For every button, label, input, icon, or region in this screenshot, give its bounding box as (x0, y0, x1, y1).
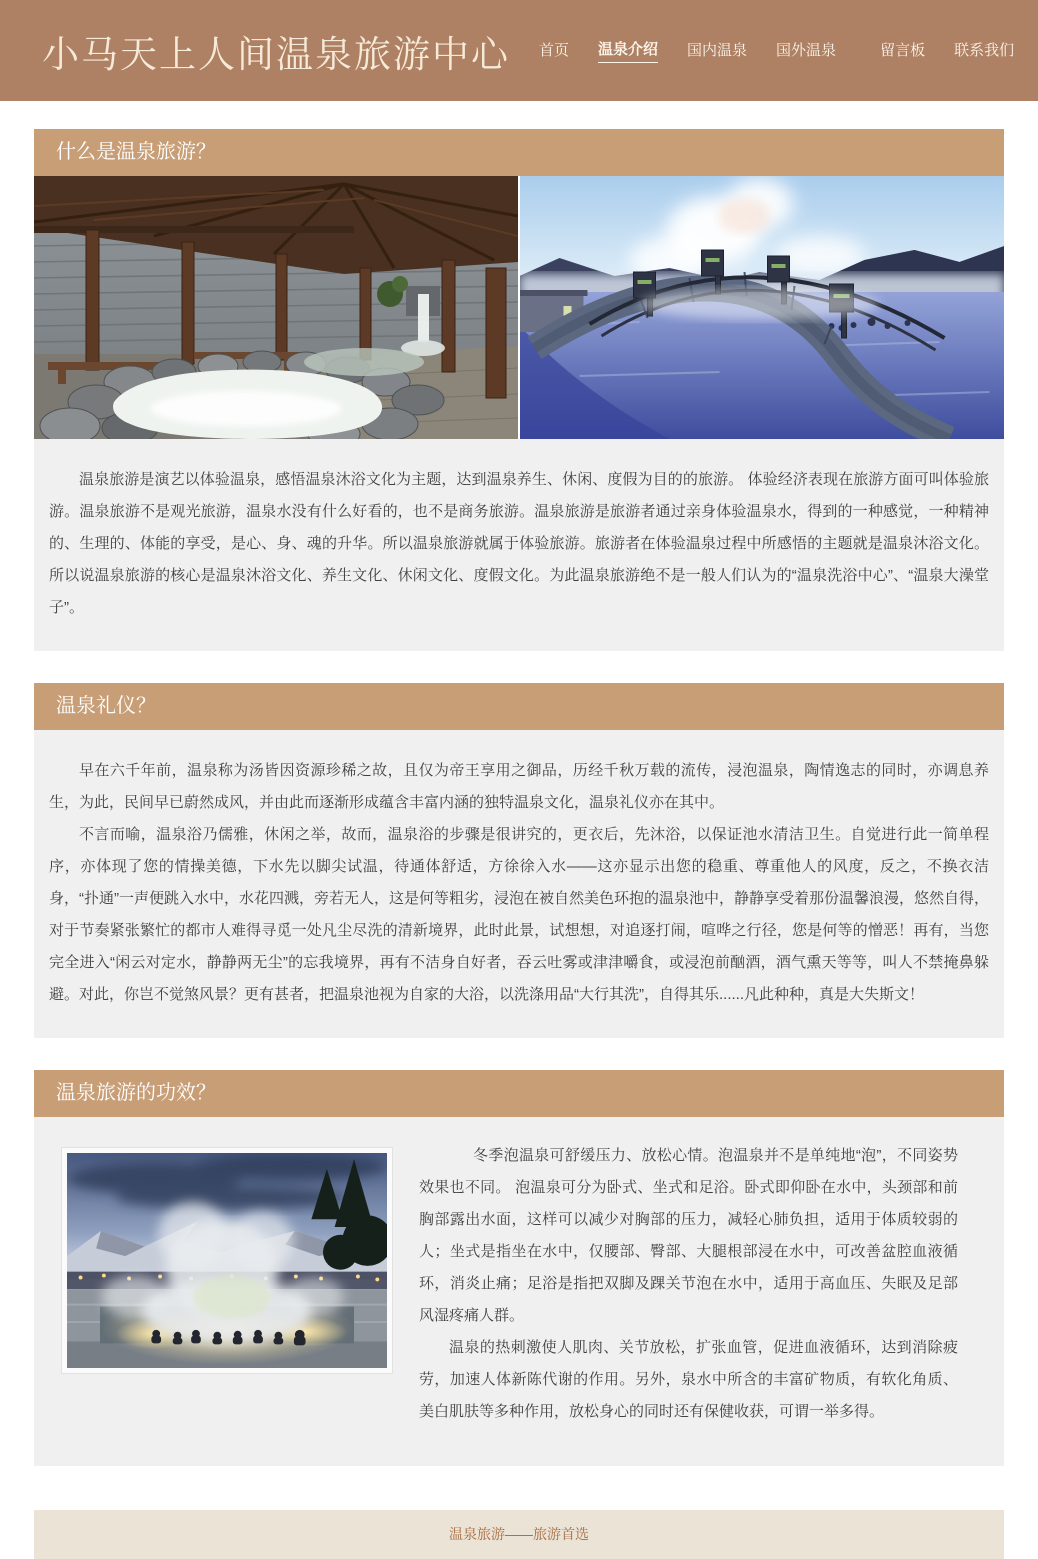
footer-slogan: 温泉旅游——旅游首选 (449, 1526, 589, 1542)
section-hotspring-etiquette (34, 683, 1004, 1038)
section-heading: 温泉旅游的功效？ (34, 1070, 1004, 1117)
nav-item-message-board[interactable]: 留言板 (880, 41, 926, 59)
nav-item-home[interactable]: 首页 (539, 41, 570, 59)
site-header (0, 0, 1038, 101)
hot-spring-pavilion-photo (34, 176, 518, 439)
night-hot-spring-photo (61, 1147, 393, 1374)
nav-item-domestic-hotsprings[interactable]: 国内温泉 (687, 41, 748, 59)
site-logo[interactable]: 小马天上人间温泉旅游中心 (42, 33, 510, 75)
section-text (419, 1140, 958, 1428)
blue-lagoon-bridge-photo (520, 176, 1004, 439)
nav-item-hotspring-intro[interactable]: 温泉介绍 (598, 38, 658, 63)
night-hot-spring-illustration (67, 1153, 387, 1368)
paragraph: 温泉旅游是演艺以体验温泉，感悟温泉沐浴文化为主题，达到温泉养生、休闲、度假为目的的旅游。 体验经济表现在旅游方面可叫体验旅游。温泉旅游不是观光旅游，温泉水没有什么好看的，也不是商务旅游。温泉旅游是旅游者通过亲身体验温泉水，得到的一种感觉，一种精神的、生理的、体能的享受，是心、身、魂的升华。所以温泉旅游就属于体验旅游。旅游者在体验温泉过程中所感悟的主题就是温泉沐浴文化。所以说温泉旅游的核心是温泉沐浴文化、养生文化、休闲文化、度假文化。为此温泉旅游绝不是一般人们认为的“温泉洗浴中心”、“温泉大澡堂子”。 (49, 471, 989, 616)
section-hotspring-benefits (34, 1070, 1004, 1466)
hot-spring-pavilion-illustration (34, 176, 518, 439)
nav-item-contact-us[interactable]: 联系我们 (954, 41, 1015, 59)
paragraph: 不言而喻，温泉浴乃儒雅，休闲之举，故而，温泉浴的步骤是很讲究的，更衣后，先沐浴，以保证池水清洁卫生。自觉进行此一简单程序，亦体现了您的情操美德，下水先以脚尖试温，待通体舒适，方徐徐入水——这亦显示出您的稳重、尊重他人的风度，反之，不换衣洁身，“扑通”一声便跳入水中，水花四溅，旁若无人，这是何等粗劣，浸泡在被自然美色环抱的温泉池中，静静享受着那份温馨浪漫，悠然自得，对于节奏紧张繁忙的都市人难得寻觅一处凡尘尽洗的清新境界，此时此景，试想想，对追逐打闹，喧哗之行径，您是何等的憎恶！再有，当您完全进入“闲云对定水，静静两无尘”的忘我境界，再有不洁身自好者，吞云吐雾或津津嚼食，或浸泡前酗酒，酒气熏天等等，叫人不禁掩鼻躲避。对此，你岂不觉煞风景？更有甚者，把温泉池视为自家的大浴，以洗涤用品“大行其洗”，自得其乐......凡此种种，真是大失斯文！ (49, 826, 989, 1003)
section-what-is-hotspring-tourism (34, 129, 1004, 651)
section-heading: 温泉礼仪？ (34, 683, 1004, 730)
main-nav (510, 38, 1014, 63)
paragraph: 温泉的热刺激使人肌肉、关节放松，扩张血管，促进血液循环，达到消除疲劳，加速人体新陈代谢的作用。另外，泉水中所含的丰富矿物质，有软化角质、美白肌肤等多种作用，放松身心的同时还有保健收获，可谓一举多得。 (419, 1339, 958, 1420)
blue-lagoon-illustration (520, 176, 1004, 439)
page-content (34, 101, 1004, 1466)
nav-item-overseas-hotsprings[interactable]: 国外温泉 (776, 41, 837, 59)
section-body (34, 439, 1004, 651)
paragraph: 早在六千年前，温泉称为汤皆因资源珍稀之故，且仅为帝王享用之御品，历经千秋万载的流传，浸泡温泉，陶情逸志的同时，亦调息养生，为此，民间早已蔚然成风，并由此而逐渐形成蕴含丰富内涵的独特温泉文化，温泉礼仪亦在其中。 (49, 762, 989, 811)
section-heading: 什么是温泉旅游？ (34, 129, 1004, 176)
site-footer (34, 1510, 1004, 1559)
photo-row (34, 176, 1004, 439)
paragraph: 冬季泡温泉可舒缓压力、放松心情。泡温泉并不是单纯地“泡”，不同姿势效果也不同。 泡温泉可分为卧式、坐式和足浴。卧式即仰卧在水中，头颈部和前胸部露出水面，这样可以减少对胸部的压力，减轻心肺负担，适用于体质较弱的人；坐式是指坐在水中，仅腰部、臀部、大腿根部浸在水中，可改善盆腔血液循环，消炎止痛；足浴是指把双脚及踝关节泡在水中，适用于高血压、失眠及足部风湿疼痛人群。 (419, 1147, 958, 1324)
section-body (34, 730, 1004, 1038)
section-body (34, 1117, 1004, 1466)
